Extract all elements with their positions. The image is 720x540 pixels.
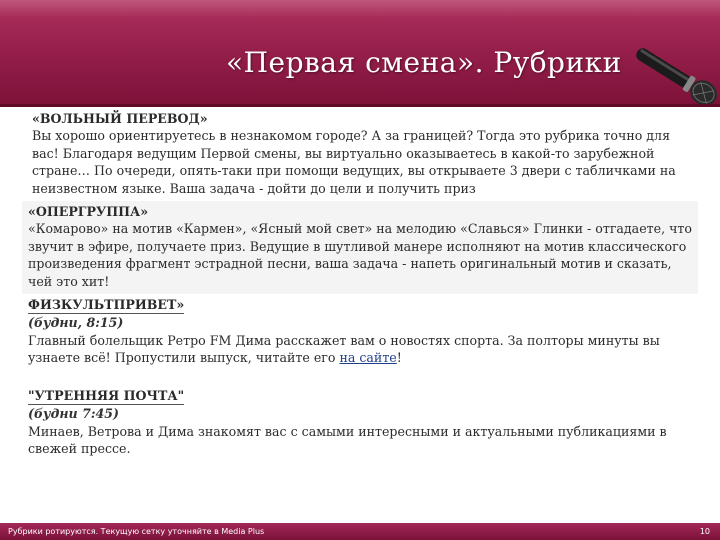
site-link[interactable]: на сайте [339,350,397,366]
rubric-body-wrapper [28,332,692,367]
rubric-heading: "УТРЕННЯЯ ПОЧТА" [28,387,184,405]
rubric-heading: ФИЗКУЛЬТПРИВЕТ» [28,296,184,314]
slide-header [0,0,720,107]
slide-title: «Первая смена». Рубрики [226,46,622,79]
rubric-utrennyaya-pochta [22,385,698,462]
rubric-heading: «ОПЕРГРУППА» [28,204,149,220]
microphone-icon [612,36,720,104]
rubric-body: «Комарово» на мотив «Кармен», «Ясный мой свет» на мелодию «Славься» Глинки - отгадаете, что звучит в эфире, получаете приз. Ведущие в шутливой манере исполняют на мотив классического произведения фрагмент эстрадной песни, ваша задача - напеть оригинальный мотив и сказать, чей это хит! [28,221,692,289]
slide-content [22,108,698,461]
rubric-body: Вы хорошо ориентируетесь в незнакомом городе? А за границей? Тогда это рубрика точно для вас! Благодаря ведущим Первой смены, вы виртуально оказываетесь в какой-то зарубежной стране… По очереди, опять-таки при помощи ведущих, вы открываете 3 двери с табличками на неизвестном языке. Ваша задача - дойти до цели и получить приз [32,128,676,196]
rubric-body: Главный болельщик Ретро FM Дима расскажет вам о новостях спорта. За полторы минуты вы узнаете всё! Пропустили выпуск, читайте его [28,332,660,366]
rubric-body-end: ! [396,350,402,366]
rubric-volny-perevod [22,108,698,201]
rubric-body: Минаев, Ветрова и Дима знакомят вас с самыми интересными и актуальными публикациями в свежей прессе. [28,423,667,456]
rubric-schedule: (будни, 8:15) [28,315,124,331]
slide-footer [0,523,720,540]
rubric-heading: «ВОЛЬНЫЙ ПЕРЕВОД» [32,111,208,126]
rubric-opergruppa [22,201,698,294]
footer-note: Рубрики ротируются. Текущую сетку уточняйте в Media Plus [8,527,265,536]
rubric-schedule: (будни 7:45) [28,406,119,422]
rubric-fizkultprivet [22,294,698,371]
page-number: 10 [699,527,710,536]
